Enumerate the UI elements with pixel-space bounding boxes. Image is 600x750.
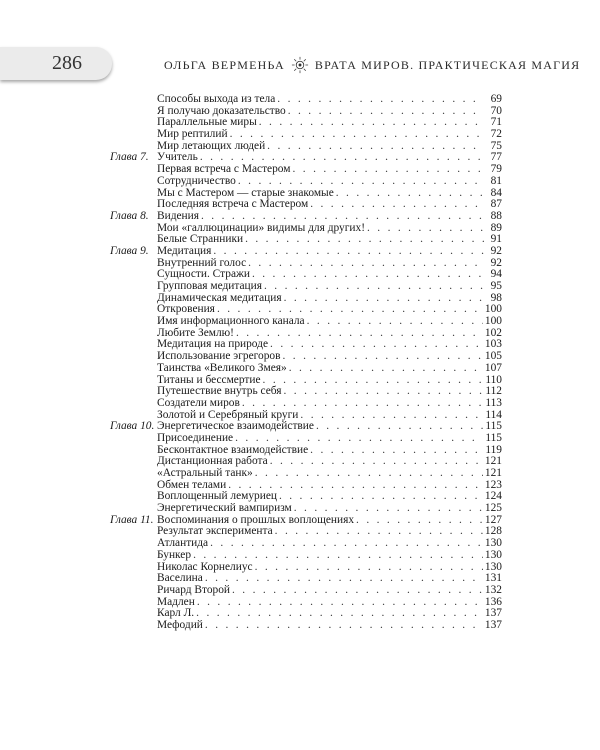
toc-page-number: 123	[484, 478, 502, 491]
toc-entry-title: Сущности. Стражи	[157, 268, 250, 281]
toc-entry-title: Белые Странники	[157, 233, 244, 246]
dot-leader	[236, 328, 483, 340]
toc-entry-title: Путешествие внутрь себя	[157, 385, 282, 398]
toc-page-number: 131	[484, 572, 502, 585]
dot-leader	[316, 421, 483, 433]
sun-ornament-icon	[291, 56, 309, 74]
toc-page-number: 125	[484, 502, 502, 515]
toc-entry-title: Медитация на природе	[157, 338, 269, 351]
toc-page-number: 91	[490, 233, 502, 246]
toc-row	[110, 620, 502, 632]
dot-leader	[255, 562, 483, 574]
dot-leader	[213, 246, 484, 258]
dot-leader	[197, 597, 483, 609]
toc-page-number: 72	[490, 128, 502, 141]
toc-page-number: 128	[484, 525, 502, 538]
toc-entry-title: Имя информационного канала	[157, 315, 305, 328]
dot-leader	[270, 339, 483, 351]
dot-leader	[252, 269, 484, 281]
toc-entry-title: Карл Л.	[157, 607, 195, 620]
toc-entry-title: Мадлен	[157, 595, 195, 608]
dot-leader	[275, 526, 483, 538]
dot-leader	[267, 141, 484, 153]
toc-entry-title: Я получаю доказательство	[157, 104, 286, 117]
dot-leader	[310, 445, 483, 457]
toc-page-number: 115	[485, 431, 502, 444]
dot-leader	[293, 164, 485, 176]
toc-entry-title: Обмен телами	[157, 478, 227, 491]
toc-entry-title: «Астральный танк»	[157, 467, 253, 479]
toc-row	[110, 433, 502, 445]
toc-entry-title: Энергетическое взаимодействие	[157, 420, 314, 433]
toc-entry-title: Параллельные миры	[157, 116, 257, 129]
dot-leader	[284, 293, 484, 305]
toc-page-number: 92	[490, 244, 502, 257]
dot-leader	[255, 468, 483, 480]
toc-entry-title: Мир летающих людей	[157, 139, 266, 152]
toc-page-number: 137	[484, 607, 502, 620]
toc-entry-title: Атлантида	[157, 537, 209, 550]
table-of-contents	[110, 94, 502, 632]
toc-entry-title: Сотрудничество	[157, 174, 236, 187]
toc-row	[110, 550, 502, 562]
toc-entry-title: Присоединение	[157, 431, 234, 444]
toc-page-number: 79	[490, 163, 502, 176]
toc-row	[110, 503, 502, 515]
toc-entry-title: Динамическая медитация	[157, 291, 282, 304]
toc-row	[110, 468, 502, 480]
toc-page-number: 84	[490, 186, 502, 199]
dot-leader	[235, 433, 483, 445]
toc-page-number: 114	[485, 408, 502, 421]
toc-page-number: 98	[490, 291, 502, 304]
toc-page-number: 124	[484, 490, 502, 503]
toc-row	[110, 316, 502, 328]
toc-entry-title: Видения	[157, 209, 199, 222]
toc-page-number: 89	[490, 221, 502, 234]
toc-page-number: 113	[485, 396, 502, 409]
toc-entry-title: Золотой и Серебряный круги	[157, 408, 299, 421]
toc-entry-title: Мы с Мастером — старые знакомые	[157, 186, 334, 199]
dot-leader	[230, 129, 484, 141]
toc-page-number: 115	[485, 420, 502, 433]
toc-row	[110, 363, 502, 375]
toc-page-number: 112	[485, 385, 502, 398]
toc-entry-title: Мефодий	[157, 618, 203, 631]
toc-page-number: 130	[484, 560, 502, 573]
toc-page-number: 102	[484, 326, 502, 339]
dot-leader	[205, 620, 483, 632]
chapter-label: Глава 10.	[110, 420, 155, 433]
dot-leader	[264, 281, 484, 293]
toc-chapter-row	[110, 211, 502, 223]
toc-entry-title: Использование эгрегоров	[157, 350, 281, 363]
author-name: ОЛЬГА ВЕРМЕНЬА	[164, 57, 285, 72]
toc-entry-title: Внутренний голос	[157, 256, 247, 269]
chapter-label: Глава 9.	[110, 244, 149, 257]
toc-entry-title: Мои «галлюцинации» видимы для других!	[157, 221, 365, 234]
dot-leader	[310, 199, 484, 211]
toc-page-number: 100	[484, 303, 502, 316]
toc-page-number: 81	[490, 174, 502, 187]
dot-leader	[210, 538, 483, 550]
dot-leader	[367, 223, 484, 235]
dot-leader	[307, 316, 483, 328]
dot-leader	[205, 573, 483, 585]
toc-row	[110, 281, 502, 293]
toc-page-number: 136	[484, 595, 502, 608]
toc-row	[110, 94, 502, 106]
toc-entry-title: Таинства «Великого Змея»	[157, 361, 287, 374]
toc-entry-title: Любите Землю!	[157, 326, 234, 339]
toc-page-number: 130	[484, 548, 502, 561]
dot-leader	[263, 375, 484, 387]
toc-page-number: 70	[490, 104, 502, 117]
book-title: ВРАТА МИРОВ. ПРАКТИЧЕСКАЯ МАГИЯ	[314, 57, 581, 72]
dot-leader	[289, 363, 483, 375]
toc-entry-title: Групповая медитация	[157, 280, 262, 292]
dot-leader	[284, 386, 484, 398]
toc-row	[110, 585, 502, 597]
dot-leader	[282, 351, 482, 363]
toc-page-number: 77	[490, 151, 502, 164]
toc-page-number: 71	[490, 116, 502, 129]
toc-row	[110, 398, 502, 410]
dot-leader	[201, 211, 484, 223]
toc-page-number: 110	[485, 373, 502, 386]
dot-leader	[300, 410, 483, 422]
dot-leader	[277, 94, 484, 106]
toc-page-number: 100	[484, 315, 502, 328]
toc-entry-title: Воплощенный лемуриец	[157, 490, 277, 503]
dot-leader	[288, 106, 484, 118]
toc-entry-title: Бункер	[157, 548, 192, 561]
toc-entry-title: Воспоминания о прошлых воплощениях	[157, 513, 355, 526]
dot-leader	[270, 456, 483, 468]
toc-page-number: 87	[490, 198, 502, 211]
toc-entry-title: Последняя встреча с Мастером	[157, 198, 309, 211]
page-number: 286	[52, 52, 82, 74]
dot-leader	[336, 188, 484, 200]
running-head	[164, 56, 580, 74]
toc-page-number: 69	[490, 93, 502, 105]
toc-entry-title: Медитация	[157, 244, 212, 257]
toc-entry-title: Васелина	[157, 572, 203, 585]
chapter-label: Глава 11.	[110, 513, 154, 526]
toc-page-number: 121	[484, 467, 502, 479]
toc-entry-title: Николас Корнелиус	[157, 560, 253, 573]
toc-page-number: 103	[484, 338, 502, 351]
dot-leader	[245, 234, 484, 246]
toc-page-number: 95	[490, 280, 502, 292]
toc-page-number: 132	[484, 583, 502, 596]
toc-entry-title: Мир рептилий	[157, 128, 228, 141]
dot-leader	[279, 491, 483, 503]
dot-leader	[193, 550, 483, 562]
dot-leader	[232, 585, 483, 597]
toc-page-number: 94	[490, 268, 502, 281]
dot-leader	[259, 117, 484, 129]
toc-entry-title: Откровения	[157, 303, 215, 316]
toc-row	[110, 176, 502, 188]
toc-entry-title: Создатели миров	[157, 396, 240, 409]
dot-leader	[242, 398, 483, 410]
dot-leader	[248, 258, 484, 270]
toc-page-number: 137	[484, 618, 502, 631]
dot-leader	[356, 515, 483, 527]
toc-page-number: 92	[490, 256, 502, 269]
toc-page-number: 75	[490, 139, 502, 152]
toc-entry-title: Энергетический вампиризм	[157, 502, 292, 515]
toc-page-number: 88	[490, 209, 502, 222]
dot-leader	[196, 608, 483, 620]
toc-page-number: 121	[484, 455, 502, 468]
toc-chapter-row	[110, 246, 502, 258]
toc-page-number: 127	[484, 513, 502, 526]
toc-page-number: 107	[484, 361, 502, 374]
toc-entry-title: Учитель	[157, 151, 198, 164]
toc-entry-title: Бесконтактное взаимодействие	[157, 443, 309, 456]
toc-entry-title: Дистанционная работа	[157, 455, 268, 468]
toc-entry-title: Способы выхода из тела	[157, 93, 276, 105]
toc-page-number: 105	[484, 350, 502, 363]
chapter-label: Глава 8.	[110, 209, 149, 222]
toc-entry-title: Титаны и бессмертие	[157, 373, 261, 386]
dot-leader	[294, 503, 483, 515]
toc-entry-title: Результат эксперимента	[157, 525, 273, 538]
dot-leader	[238, 176, 484, 188]
toc-entry-title: Ричард Второй	[157, 583, 231, 596]
toc-page-number: 119	[485, 443, 502, 456]
toc-entry-title: Первая встреча с Мастером	[157, 163, 291, 176]
toc-row	[110, 129, 502, 141]
toc-page-number: 130	[484, 537, 502, 550]
chapter-label: Глава 7.	[110, 151, 149, 164]
